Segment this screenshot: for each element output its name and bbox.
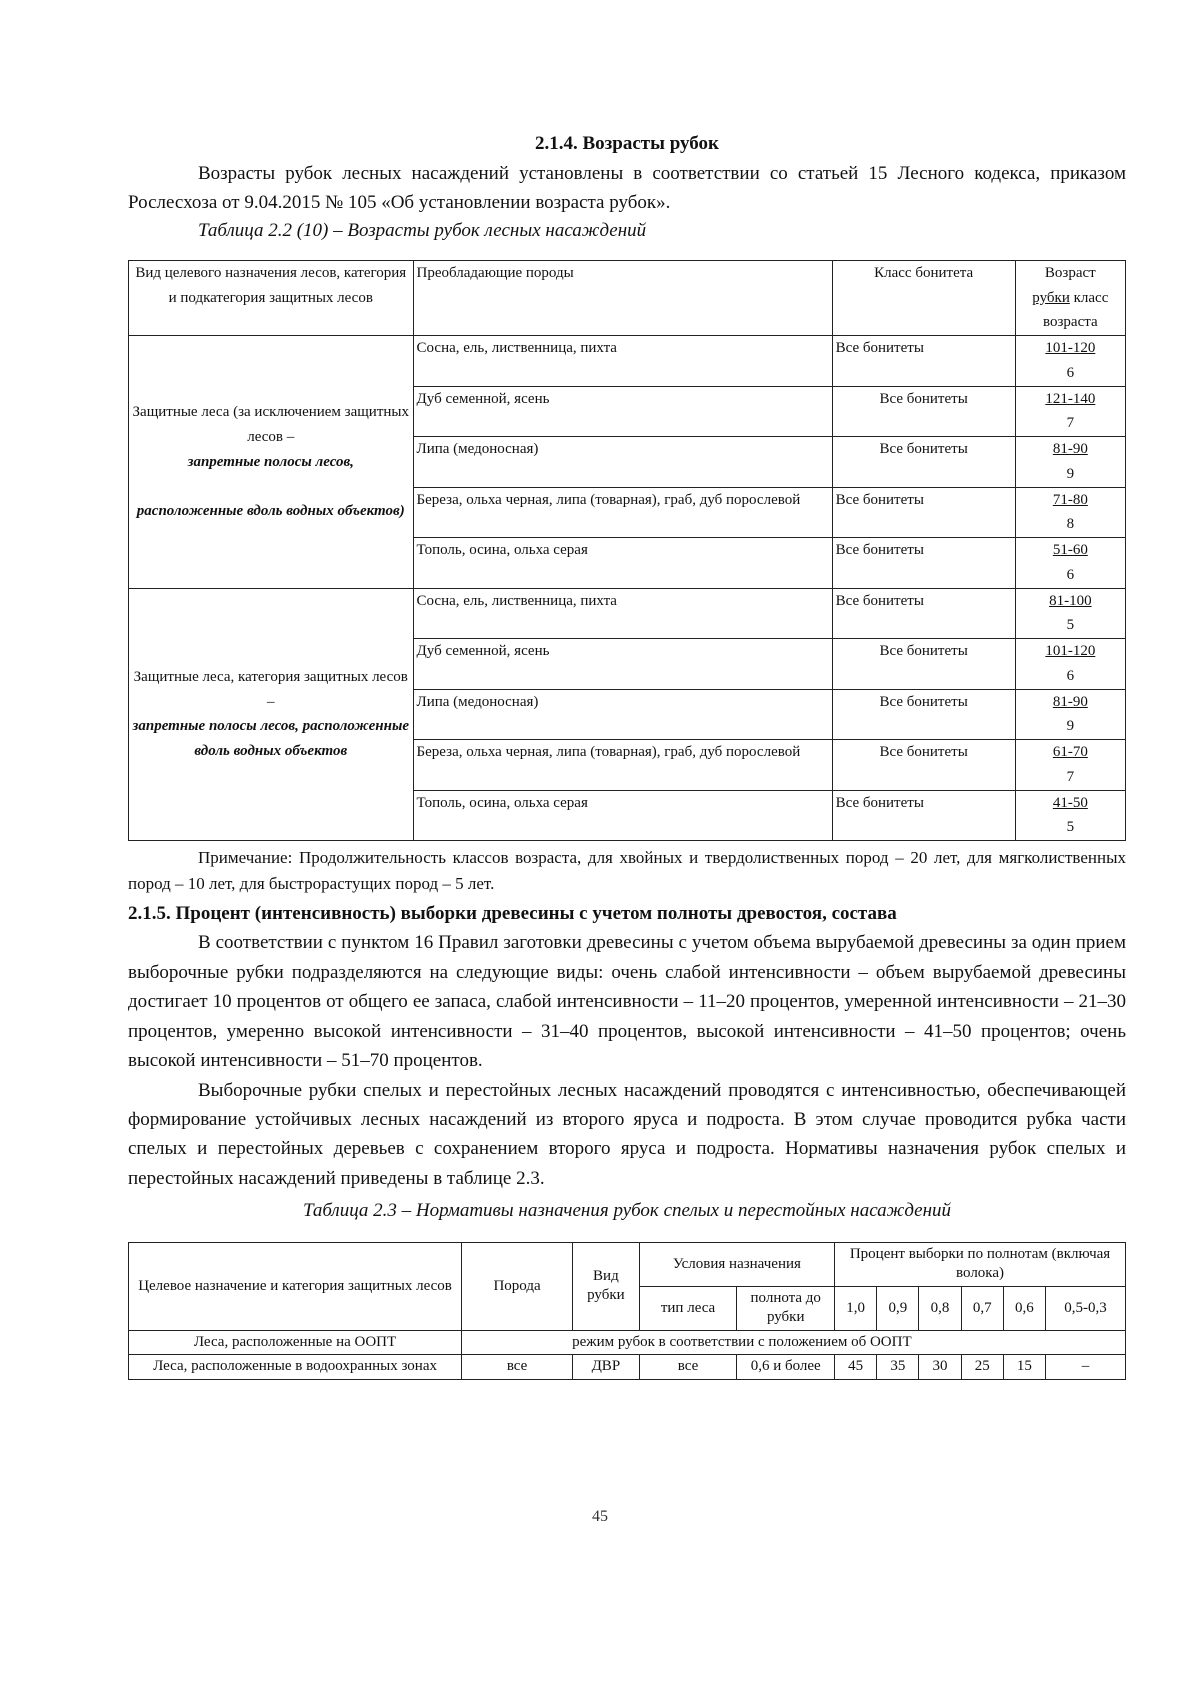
header-d08: 0,8 [919, 1286, 961, 1330]
age-cell [1015, 386, 1125, 437]
species-cell: все [462, 1355, 573, 1380]
section-215-paragraph-1: В соответствии с пунктом 16 Правил заготовки древесины с учетом объема вырубаемой древесины за один прием выборочные рубки подразделяются на следующие виды: очень слабой интенсивности – объем вырубаемой древесины достигает 10 процентов от общего ее запаса, слабой интенсивности – 11–20 процентов, умеренной интенсивности – 21–30 процентов, умеренно высокой интенсивности – 31–40 процентов, высокой интенсивности – 41–50 процентов; очень высокой интенсивности – 51–70 процентов. [128, 932, 1126, 1072]
species-cell: Сосна, ель, лиственница, пихта [413, 336, 832, 387]
table-row [129, 1355, 1126, 1380]
header-species: Порода [462, 1242, 573, 1330]
age-cell [1015, 689, 1125, 740]
table-23-header-row-1 [129, 1242, 1126, 1286]
value-d10: 45 [835, 1355, 877, 1380]
age-cell [1015, 790, 1125, 841]
group-1-label-line3: расположенные вдоль водных объектов) [136, 503, 405, 519]
table-22-header-class: Класс бонитета [832, 260, 1015, 335]
age-cell [1015, 538, 1125, 589]
group-1-label [129, 336, 414, 589]
age-range: 71-80 [1052, 491, 1088, 508]
purpose-cell: Леса, расположенные в водоохранных зонах [129, 1355, 462, 1380]
section-215-title: 2.1.5. Процент (интенсивность) выборки древесины с учетом полноты древостоя, состава [128, 902, 897, 924]
header-d0503: 0,5-0,3 [1046, 1286, 1126, 1330]
table-22-header-purpose: Вид целевого назначения лесов, категория и подкатегория защитных лесов [129, 260, 414, 335]
value-d0503: – [1046, 1355, 1126, 1380]
table-22-note: Примечание: Продолжительность классов возраста, для хвойных и твердолиственных пород – 20 лет, для мягколиственных пород – 10 лет, для быстрорастущих пород – 5 лет. [128, 848, 1126, 894]
age-range: 81-90 [1052, 441, 1088, 458]
species-cell: Дуб семенной, ясень [413, 386, 832, 437]
age-cell [1015, 588, 1125, 639]
class-cell: Все бонитеты [832, 336, 1015, 387]
header-forest-type: тип леса [639, 1286, 737, 1330]
header-purpose: Целевое назначение и категория защитных лесов [129, 1242, 462, 1330]
class-cell: Все бонитеты [832, 487, 1015, 538]
value-d09: 35 [877, 1355, 919, 1380]
header-age-line1: Возраст [1044, 264, 1096, 281]
purpose-cell: Леса, расположенные на ООПТ [129, 1330, 462, 1355]
species-cell: Дуб семенной, ясень [413, 639, 832, 690]
species-cell: Тополь, осина, ольха серая [413, 538, 832, 589]
table-row [129, 588, 1126, 639]
table-23 [128, 1242, 1126, 1380]
species-cell: Липа (медоносная) [413, 437, 832, 488]
forest-type-cell: все [639, 1355, 737, 1380]
section-215-paragraph-2: Выборочные рубки спелых и перестойных лесных насаждений проводятся с интенсивностью, обеспечивающей формирование устойчивых лесных насаждений из второго яруса и подроста. В этом случае проводится рубка части спелых и перестойных деревьев с сохранением второго яруса и подроста. Нормативы назначения рубок спелых и перестойных насаждений приведены в таблице 2.3. [128, 1079, 1126, 1189]
header-d09: 0,9 [877, 1286, 919, 1330]
age-class: 6 [1066, 566, 1075, 583]
header-age-line3: класс возраста [1043, 289, 1109, 331]
age-range: 81-90 [1052, 693, 1088, 710]
table-22-header-age [1015, 260, 1125, 335]
table-22-caption: Таблица 2.2 (10) – Возрасты рубок лесных насаждений [198, 220, 647, 242]
document-page [128, 130, 1126, 1380]
age-class: 7 [1066, 415, 1075, 432]
value-d08: 30 [919, 1355, 961, 1380]
age-range: 51-60 [1052, 542, 1088, 559]
class-cell: Все бонитеты [832, 689, 1015, 740]
class-cell: Все бонитеты [832, 386, 1015, 437]
group-1-label-line2: запретные полосы лесов, [187, 453, 354, 470]
page-number: 45 [592, 1508, 608, 1525]
age-range: 81-100 [1049, 592, 1092, 609]
age-cell [1015, 487, 1125, 538]
table-row [129, 336, 1126, 387]
age-range: 101-120 [1045, 643, 1096, 660]
species-cell: Сосна, ель, лиственница, пихта [413, 588, 832, 639]
table-row [129, 1330, 1126, 1355]
age-class: 5 [1066, 819, 1075, 836]
header-d10: 1,0 [835, 1286, 877, 1330]
value-d06: 15 [1003, 1355, 1045, 1380]
age-cell [1015, 336, 1125, 387]
table-22-header-row [129, 260, 1126, 335]
header-cut-type: Вид рубки [573, 1242, 640, 1330]
species-cell: Береза, ольха черная, липа (товарная), граб, дуб порослевой [413, 487, 832, 538]
class-cell: Все бонитеты [832, 639, 1015, 690]
header-conditions: Условия назначения [639, 1242, 834, 1286]
age-class: 7 [1066, 768, 1075, 785]
section-214-title: 2.1.4. Возрасты рубок [535, 133, 719, 154]
header-age-line2: рубки [1032, 289, 1070, 306]
section-214-paragraph: Возрасты рубок лесных насаждений установлены в соответствии со статьей 15 Лесного кодекса, приказом Рослесхоза от 9.04.2015 № 105 «Об установлении возраста рубок». [128, 162, 1126, 213]
age-class: 6 [1066, 364, 1075, 381]
table-23-caption: Таблица 2.3 – Нормативы назначения рубок спелых и перестойных насаждений [302, 1200, 952, 1222]
class-cell: Все бонитеты [832, 790, 1015, 841]
group-2-label [129, 588, 414, 841]
class-cell: Все бонитеты [832, 538, 1015, 589]
cut-type-cell: ДВР [573, 1355, 640, 1380]
species-cell: Береза, ольха черная, липа (товарная), граб, дуб порослевой [413, 740, 832, 791]
table-22 [128, 260, 1126, 841]
header-d06: 0,6 [1003, 1286, 1045, 1330]
age-range: 41-50 [1052, 794, 1088, 811]
header-density: полнота до рубки [737, 1286, 835, 1330]
class-cell: Все бонитеты [832, 588, 1015, 639]
header-d07: 0,7 [961, 1286, 1003, 1330]
value-d07: 25 [961, 1355, 1003, 1380]
age-class: 8 [1066, 516, 1075, 533]
group-1-label-line1: Защитные леса (за исключением защитных лесов – [132, 404, 409, 445]
age-class: 6 [1066, 667, 1075, 684]
age-range: 121-140 [1045, 390, 1096, 407]
density-cell: 0,6 и более [737, 1355, 835, 1380]
age-range: 61-70 [1052, 744, 1088, 761]
header-percent: Процент выборки по полнотам (включая волока) [835, 1242, 1126, 1286]
age-range: 101-120 [1045, 340, 1096, 357]
age-cell [1015, 437, 1125, 488]
species-cell: Тополь, осина, ольха серая [413, 790, 832, 841]
table-22-header-species: Преобладающие породы [413, 260, 832, 335]
group-2-label-line1: Защитные леса, категория защитных лесов – [133, 668, 408, 710]
age-cell [1015, 639, 1125, 690]
class-cell: Все бонитеты [832, 740, 1015, 791]
group-2-label-line2: запретные полосы лесов, расположенные вдоль водных объектов [132, 718, 410, 760]
age-cell [1015, 740, 1125, 791]
age-class: 9 [1066, 718, 1075, 735]
age-class: 9 [1066, 465, 1075, 482]
class-cell: Все бонитеты [832, 437, 1015, 488]
species-cell: Липа (медоносная) [413, 689, 832, 740]
merged-regime-cell: режим рубок в соответствии с положением об ООПТ [462, 1330, 1126, 1355]
age-class: 5 [1066, 617, 1075, 634]
